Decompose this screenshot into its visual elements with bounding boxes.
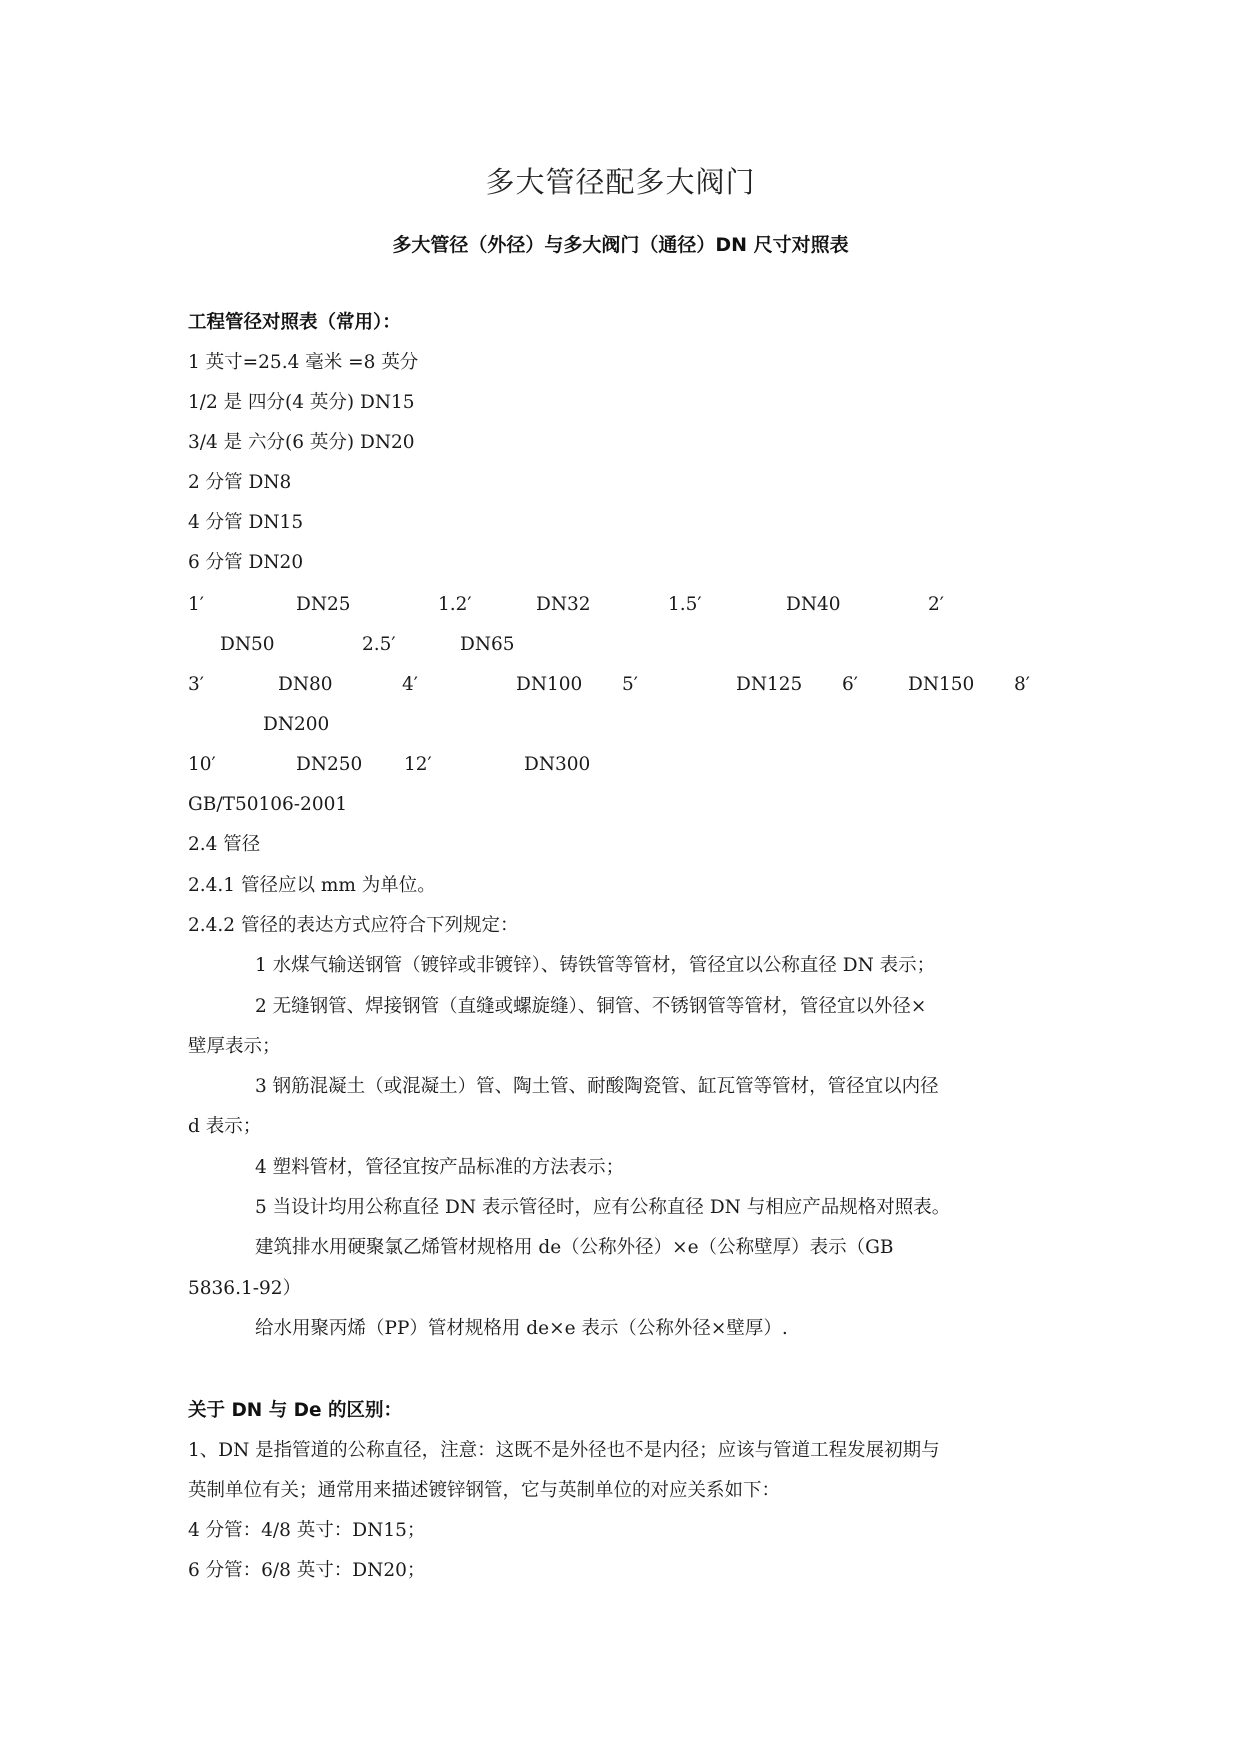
- grid-cell: DN25: [296, 594, 351, 615]
- grid-cell: 1.2′: [438, 594, 472, 615]
- grid-cell: DN50: [220, 634, 275, 655]
- grid-cell: 3′: [188, 674, 204, 695]
- grid-cell: 1′: [188, 594, 204, 615]
- grid-cell: 5′: [622, 674, 638, 695]
- document-subtitle: 多大管径（外径）与多大阀门（通径）DN 尺寸对照表: [392, 234, 849, 256]
- text-line: 2 分管 DN8: [188, 472, 292, 493]
- clause-item: 4 塑料管材，管径宜按产品标准的方法表示；: [255, 1157, 625, 1178]
- text-line: 3/4 是 六分(6 英分) DN20: [188, 432, 415, 453]
- grid-cell: 1.5′: [668, 594, 702, 615]
- clause-item: 1 水煤气输送钢管（镀锌或非镀锌）、铸铁管等管材，管径宜以公称直径 DN 表示；: [255, 955, 936, 976]
- grid-cell: DN125: [736, 674, 803, 695]
- clause-heading: 2.4 管径: [188, 834, 261, 855]
- grid-cell: DN100: [516, 674, 583, 695]
- grid-cell: DN150: [908, 674, 975, 695]
- section-heading-pipe-table: 工程管径对照表（常用）：: [188, 312, 401, 333]
- paragraph-text: 建筑排水用硬聚氯乙烯管材规格用 de（公称外径）×e（公称壁厚）表示（GB: [255, 1237, 894, 1258]
- grid-cell: 4′: [402, 674, 418, 695]
- text-line: 1/2 是 四分(4 英分) DN15: [188, 392, 415, 413]
- text-line: 1 英寸=25.4 毫米 =8 英分: [188, 352, 419, 373]
- grid-cell: 6′: [842, 674, 858, 695]
- paragraph-text: 1、DN 是指管道的公称直径，注意：这既不是外径也不是内径；应该与管道工程发展初期与: [188, 1440, 940, 1461]
- grid-cell: 10′: [188, 754, 216, 775]
- grid-cell: 12′: [404, 754, 432, 775]
- text-line: 4 分管：4/8 英寸：DN15；: [188, 1520, 426, 1541]
- clause-text: 2.4.2 管径的表达方式应符合下列规定：: [188, 915, 519, 936]
- text-line: 6 分管 DN20: [188, 552, 304, 573]
- paragraph-text: 英制单位有关；通常用来描述镀锌钢管，它与英制单位的对应关系如下：: [188, 1480, 781, 1501]
- paragraph-text: 给水用聚丙烯（PP）管材规格用 de×e 表示（公称外径×壁厚）.: [255, 1318, 788, 1339]
- grid-cell: DN40: [786, 594, 841, 615]
- paragraph-text: 5836.1-92）: [188, 1278, 302, 1299]
- section-heading-dn-de: 关于 DN 与 De 的区别：: [188, 1400, 403, 1421]
- standard-code: GB/T50106-2001: [188, 794, 348, 815]
- grid-cell: 2′: [928, 594, 944, 615]
- grid-cell: DN200: [263, 714, 330, 735]
- grid-cell: DN65: [460, 634, 515, 655]
- clause-text: 2.4.1 管径应以 mm 为单位。: [188, 875, 436, 896]
- grid-cell: 2.5′: [362, 634, 396, 655]
- grid-cell: DN250: [296, 754, 363, 775]
- grid-cell: DN32: [536, 594, 591, 615]
- clause-item: 5 当设计均用公称直径 DN 表示管径时，应有公称直径 DN 与相应产品规格对照表。: [255, 1197, 951, 1218]
- text-line: 4 分管 DN15: [188, 512, 304, 533]
- text-line: 6 分管：6/8 英寸：DN20；: [188, 1560, 426, 1581]
- document-title: 多大管径配多大阀门: [485, 165, 756, 199]
- clause-item-cont: d 表示；: [188, 1116, 262, 1137]
- clause-item: 2 无缝钢管、焊接钢管（直缝或螺旋缝）、铜管、不锈钢管等管材，管径宜以外径×: [255, 996, 927, 1017]
- grid-cell: 8′: [1014, 674, 1030, 695]
- grid-cell: DN80: [278, 674, 333, 695]
- clause-item: 3 钢筋混凝土（或混凝土）管、陶土管、耐酸陶瓷管、缸瓦管等管材，管径宜以内径: [255, 1076, 939, 1097]
- clause-item-cont: 壁厚表示；: [188, 1036, 281, 1057]
- grid-cell: DN300: [524, 754, 591, 775]
